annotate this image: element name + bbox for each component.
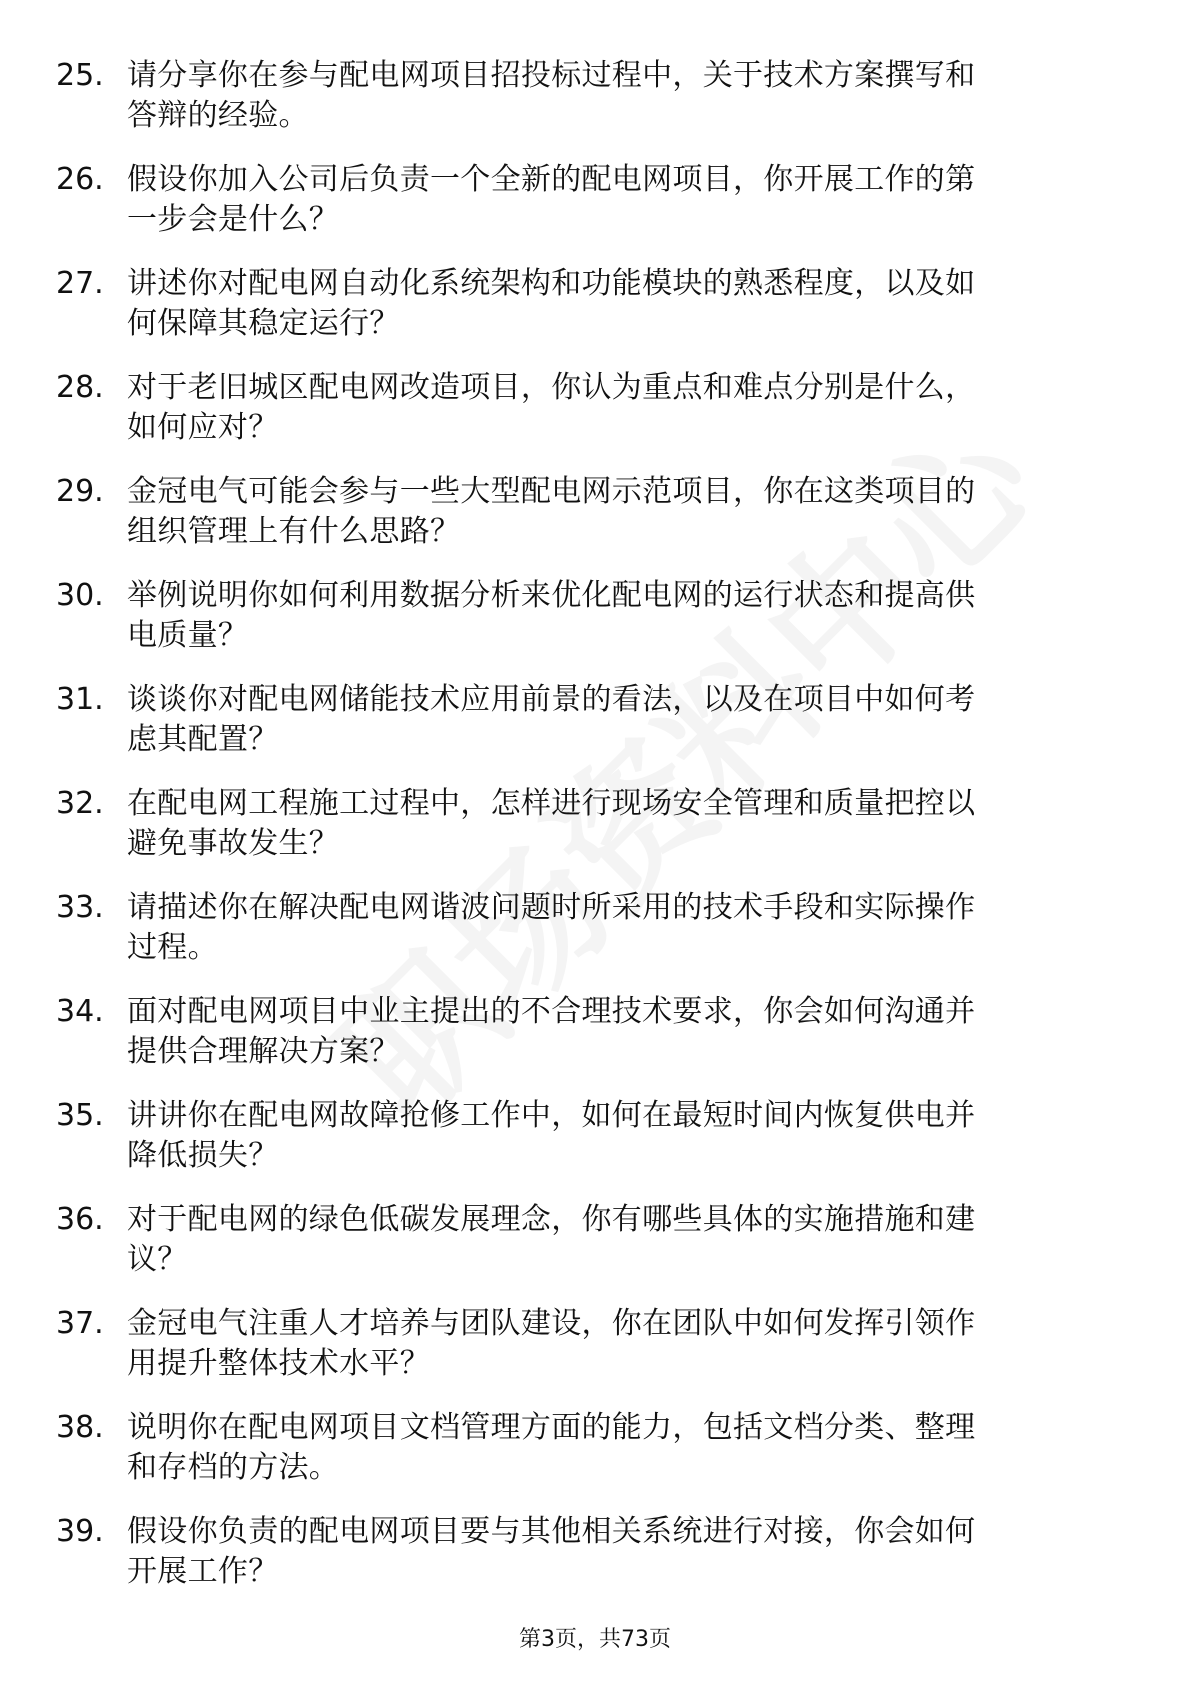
question-line: 请分享你在参与配电网项目招投标过程中，关于技术方案撰写和	[127, 58, 976, 93]
question-item	[0, 680, 1190, 760]
question-line: 和存档的方法。	[127, 1450, 340, 1485]
question-item	[0, 1200, 1190, 1280]
question-line: 金冠电气可能会参与一些大型配电网示范项目，你在这类项目的	[127, 474, 976, 509]
question-item	[0, 56, 1190, 136]
question-text	[127, 264, 1137, 344]
question-line: 对于配电网的绿色低碳发展理念，你有哪些具体的实施措施和建	[127, 1202, 976, 1237]
question-line: 假设你负责的配电网项目要与其他相关系统进行对接，你会如何	[127, 1514, 976, 1549]
question-number: 32.	[56, 786, 104, 821]
question-text	[127, 1512, 1137, 1592]
question-number: 26.	[56, 162, 104, 197]
question-text	[127, 1200, 1137, 1280]
question-item	[0, 576, 1190, 656]
question-number: 38.	[56, 1410, 104, 1445]
question-line: 如何应对？	[127, 410, 279, 445]
question-text	[127, 784, 1137, 864]
question-text	[127, 472, 1137, 552]
question-line: 电质量？	[127, 618, 249, 653]
question-line: 避免事故发生？	[127, 826, 340, 861]
question-number: 31.	[56, 682, 104, 717]
question-line: 请描述你在解决配电网谐波问题时所采用的技术手段和实际操作	[127, 890, 976, 925]
question-line: 谈谈你对配电网储能技术应用前景的看法，以及在项目中如何考	[127, 682, 976, 717]
question-line: 举例说明你如何利用数据分析来优化配电网的运行状态和提高供	[127, 578, 976, 613]
question-text	[127, 1096, 1137, 1176]
page-footer: 第3页，共73页	[519, 1627, 671, 1652]
question-text	[127, 680, 1137, 760]
question-line: 假设你加入公司后负责一个全新的配电网项目，你开展工作的第	[127, 162, 976, 197]
question-item	[0, 368, 1190, 448]
question-item	[0, 888, 1190, 968]
question-number: 27.	[56, 266, 104, 301]
question-number: 39.	[56, 1514, 104, 1549]
question-text	[127, 160, 1137, 240]
question-text	[127, 888, 1137, 968]
question-item	[0, 1304, 1190, 1384]
question-text	[127, 576, 1137, 656]
question-line: 开展工作？	[127, 1554, 279, 1589]
question-text	[127, 368, 1137, 448]
question-item	[0, 784, 1190, 864]
question-number: 36.	[56, 1202, 104, 1237]
question-number: 33.	[56, 890, 104, 925]
question-line: 提供合理解决方案？	[127, 1034, 400, 1069]
question-item	[0, 1512, 1190, 1592]
question-line: 在配电网工程施工过程中，怎样进行现场安全管理和质量把控以	[127, 786, 976, 821]
question-number: 34.	[56, 994, 104, 1029]
question-line: 对于老旧城区配电网改造项目，你认为重点和难点分别是什么，	[127, 370, 976, 405]
question-line: 议？	[127, 1242, 188, 1277]
question-item	[0, 264, 1190, 344]
question-item	[0, 1408, 1190, 1488]
question-item	[0, 472, 1190, 552]
question-number: 37.	[56, 1306, 104, 1341]
question-line: 讲讲你在配电网故障抢修工作中，如何在最短时间内恢复供电并	[127, 1098, 976, 1133]
question-text	[127, 56, 1137, 136]
question-line: 说明你在配电网项目文档管理方面的能力，包括文档分类、整理	[127, 1410, 976, 1445]
question-item	[0, 1096, 1190, 1176]
question-text	[127, 992, 1137, 1072]
question-line: 过程。	[127, 930, 218, 965]
question-line: 金冠电气注重人才培养与团队建设，你在团队中如何发挥引领作	[127, 1306, 976, 1341]
question-text	[127, 1304, 1137, 1384]
question-line: 降低损失？	[127, 1138, 279, 1173]
question-line: 答辩的经验。	[127, 98, 309, 133]
question-text	[127, 1408, 1137, 1488]
question-number: 30.	[56, 578, 104, 613]
question-item	[0, 160, 1190, 240]
question-line: 何保障其稳定运行？	[127, 306, 400, 341]
question-line: 面对配电网项目中业主提出的不合理技术要求，你会如何沟通并	[127, 994, 976, 1029]
question-number: 25.	[56, 58, 104, 93]
question-line: 用提升整体技术水平？	[127, 1346, 430, 1381]
question-number: 28.	[56, 370, 104, 405]
question-line: 组织管理上有什么思路？	[127, 514, 461, 549]
question-line: 虑其配置？	[127, 722, 279, 757]
question-line: 讲述你对配电网自动化系统架构和功能模块的熟悉程度，以及如	[127, 266, 976, 301]
question-number: 35.	[56, 1098, 104, 1133]
question-number: 29.	[56, 474, 104, 509]
question-list	[0, 56, 1190, 1616]
question-line: 一步会是什么？	[127, 202, 340, 237]
question-item	[0, 992, 1190, 1072]
